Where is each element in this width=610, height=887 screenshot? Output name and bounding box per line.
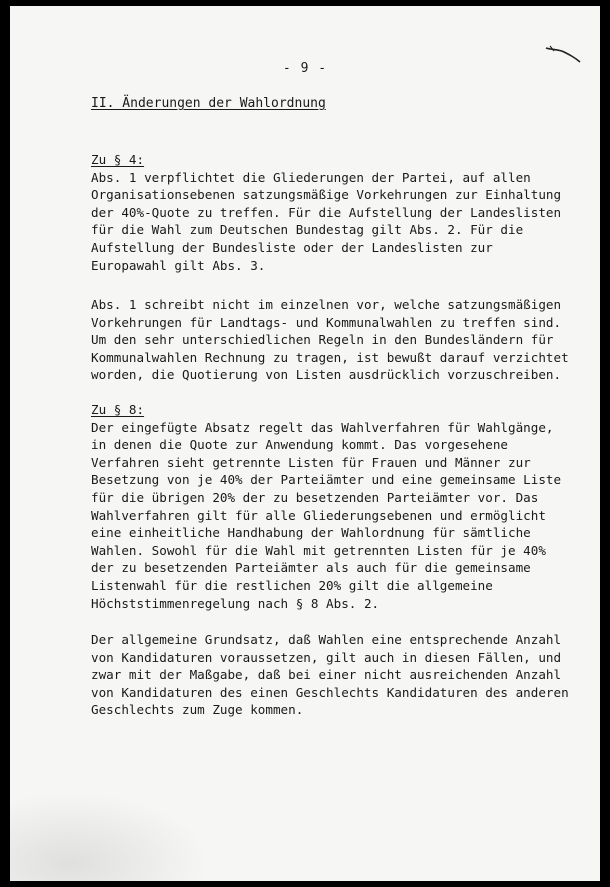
page-number: - 9 -: [282, 61, 328, 76]
text-line: von Kandidaturen voraussetzen, gilt auch in diesen Fällen, und: [91, 649, 562, 665]
section-zu-4: [91, 151, 571, 274]
document-page: [10, 6, 600, 881]
text-line: Wahlen. Sowohl für die Wahl mit getrennten Listen für je 40%: [91, 542, 546, 558]
text-line: Geschlechts zum Zuge kommen.: [91, 702, 304, 718]
paragraph: [91, 631, 571, 719]
text-line: für die Wahl zum Deutschen Bundestag gilt Abs. 2. Für die: [91, 222, 524, 238]
text-line: Der eingefügte Absatz regelt das Wahlverfahren für Wahlgänge,: [91, 419, 554, 435]
text-line: Vorkehrungen für Landtags- und Kommunalwahlen zu treffen sind.: [91, 314, 562, 330]
section-zu-8: [91, 401, 571, 612]
text-line: Wahlverfahren gilt für alle Gliederungsebenen und ermöglicht: [91, 507, 546, 523]
section-title: Zu § 8:: [91, 402, 145, 417]
text-line: Verfahren sieht getrennte Listen für Frauen und Männer zur: [91, 454, 531, 470]
text-line: der zu besetzenden Parteiämter als auch für die gemeinsame: [91, 560, 531, 576]
text-line: Kommunalwahlen Rechnung zu tragen, ist bewußt darauf verzichtet: [91, 349, 569, 365]
scan-border: [600, 0, 610, 887]
handwritten-mark: [544, 42, 582, 64]
text-line: Besetzung von je 40% der Parteiämter und eine gemeinsame Liste: [91, 472, 562, 488]
text-line: Der allgemeine Grundsatz, daß Wahlen eine entsprechende Anzahl: [91, 632, 562, 647]
text-line: Um den sehr unterschiedlichen Regeln in den Bundesländern für: [91, 332, 554, 348]
text-line: von Kandidaturen des einen Geschlechts Kandidaturen des anderen: [91, 684, 569, 700]
paragraph: [91, 296, 571, 384]
text-line: Abs. 1 verpflichtet die Gliederungen der Partei, auf allen: [91, 169, 531, 185]
text-line: Listenwahl für die restlichen 20% gilt die allgemeine: [91, 577, 493, 593]
text-line: Organisationsebenen satzungsmäßige Vorkehrungen zur Einhaltung: [91, 187, 562, 203]
text-line: Höchststimmenregelung nach § 8 Abs. 2.: [91, 595, 380, 611]
section-heading: II. Änderungen der Wahlordnung: [91, 96, 326, 111]
text-line: Abs. 1 schreibt nicht im einzelnen vor, welche satzungsmäßigen: [91, 297, 562, 312]
text-line: für die übrigen 20% der zu besetzenden Parteiämter vor. Das: [91, 489, 539, 505]
text-line: zwar mit der Maßgabe, daß bei einer nicht ausreichenden Anzahl: [91, 667, 562, 683]
section-title: Zu § 4:: [91, 152, 145, 167]
text-line: Europawahl gilt Abs. 3.: [91, 257, 266, 273]
text-line: Aufstellung der Bundesliste oder der Landeslisten zur: [91, 239, 493, 255]
scan-smudge: [10, 791, 210, 881]
text-line: worden, die Quotierung von Listen ausdrücklich vorzuschreiben.: [91, 367, 562, 383]
text-line: der 40%-Quote zu treffen. Für die Aufstellung der Landeslisten: [91, 204, 562, 220]
text-line: eine einheitliche Handhabung der Wahlordnung für sämtliche: [91, 525, 531, 541]
text-line: in denen die Quote zur Anwendung kommt. Das vorgesehene: [91, 437, 509, 453]
